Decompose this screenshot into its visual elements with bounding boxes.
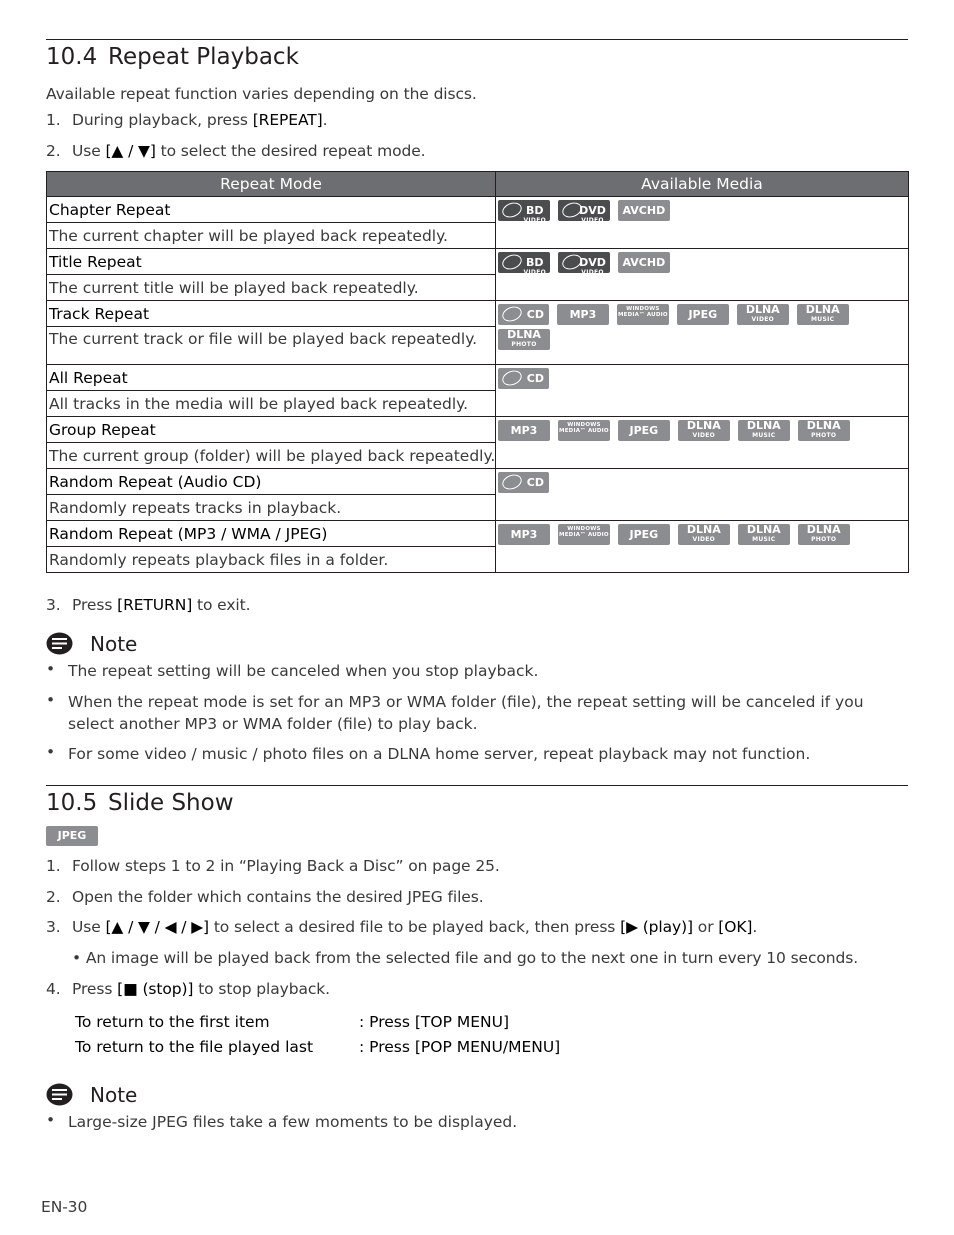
step-text: to select a desired file to be played back, then press xyxy=(209,918,621,936)
step-2 xyxy=(46,142,425,160)
avchd-badge: AVCHD xyxy=(618,200,670,221)
mode-cell: Title Repeat xyxy=(47,249,496,275)
dvd-video-badge: DVD VIDEO xyxy=(558,200,610,221)
disc-icon xyxy=(500,252,524,272)
kv-label: To return to the file played last xyxy=(75,1038,314,1056)
table-row xyxy=(47,521,909,547)
jpeg-badge: JPEG xyxy=(46,826,98,846)
section-heading-10-5 xyxy=(46,790,234,816)
mode-cell: All Repeat xyxy=(47,365,496,391)
step-text: to exit. xyxy=(192,596,251,614)
cd-badge: CD xyxy=(498,304,549,325)
kv-value: : Press [TOP MENU] xyxy=(359,1013,510,1031)
step-text: Follow steps 1 to 2 in “Playing Back a Disc” on page 25. xyxy=(72,857,500,875)
media-cell xyxy=(496,197,909,249)
step-text: to stop playback. xyxy=(193,980,330,998)
step-3 xyxy=(46,918,757,936)
step-number: 2. xyxy=(46,888,61,906)
wma-badge: WINDOWS MEDIA™ AUDIO xyxy=(558,420,610,441)
section-heading-10-4 xyxy=(46,44,299,70)
bd-video-badge: BD VIDEO xyxy=(498,200,550,221)
table-row xyxy=(47,301,909,327)
desc-cell: The current chapter will be played back repeatedly. xyxy=(47,223,496,249)
desc-cell: The current title will be played back repeatedly. xyxy=(47,275,496,301)
intro-text: Available repeat function varies depending on the discs. xyxy=(46,85,477,103)
section-number: 10.5 xyxy=(46,790,98,816)
mp3-badge: MP3 xyxy=(498,420,550,441)
dlna-music-badge: DLNA MUSIC xyxy=(738,524,790,545)
step-text: Open the folder which contains the desired JPEG files. xyxy=(72,888,484,906)
media-cell xyxy=(496,301,909,365)
key-label: [▲ / ▼] xyxy=(105,142,156,160)
table-row xyxy=(47,469,909,495)
section-title: Slide Show xyxy=(108,790,234,816)
desc-cell: Randomly repeats tracks in playback. xyxy=(47,495,496,521)
mode-cell: Random Repeat (Audio CD) xyxy=(47,469,496,495)
media-cell xyxy=(496,249,909,301)
table-header-row xyxy=(47,172,909,197)
note-heading: Note xyxy=(90,632,138,656)
step-text: Press xyxy=(72,980,118,998)
note-text: The repeat setting will be canceled when you stop playback. xyxy=(68,662,539,680)
note-icon xyxy=(46,632,73,655)
step-1 xyxy=(46,857,500,875)
key-label: [▶ (play)] xyxy=(620,918,693,936)
note-text: Large-size JPEG files take a few moments to be displayed. xyxy=(68,1113,518,1131)
note-heading: Note xyxy=(90,1083,138,1107)
section-rule xyxy=(46,785,908,786)
dvd-video-badge: DVD VIDEO xyxy=(558,252,610,273)
step-text: or xyxy=(692,918,719,936)
step-text: Use xyxy=(72,142,106,160)
mp3-badge: MP3 xyxy=(557,304,609,325)
disc-icon xyxy=(500,368,524,388)
header-available-media: Available Media xyxy=(496,172,909,197)
dlna-photo-badge: DLNA PHOTO xyxy=(798,420,850,441)
jpeg-badge: JPEG xyxy=(618,420,670,441)
dlna-video-badge: DLNA VIDEO xyxy=(737,304,789,325)
desc-cell: All tracks in the media will be played back repeatedly. xyxy=(47,391,496,417)
page-number: EN-30 xyxy=(41,1198,88,1216)
mp3-badge: MP3 xyxy=(498,524,550,545)
jpeg-badge: JPEG xyxy=(618,524,670,545)
dlna-photo-badge: DLNA PHOTO xyxy=(498,329,550,350)
desc-cell: The current group (folder) will be played back repeatedly. xyxy=(47,443,496,469)
note-text: When the repeat mode is set for an MP3 or WMA folder (file), the repeat setting will be canceled if you select another MP3 or WMA folder (file) to play back. xyxy=(68,693,864,733)
mode-cell: Track Repeat xyxy=(47,301,496,327)
disc-icon xyxy=(500,472,524,492)
step-4 xyxy=(46,980,330,998)
wma-badge: WINDOWS MEDIA™ AUDIO xyxy=(617,304,669,325)
jpeg-badge: JPEG xyxy=(677,304,729,325)
step-text: to select the desired repeat mode. xyxy=(155,142,426,160)
mode-cell: Group Repeat xyxy=(47,417,496,443)
disc-icon xyxy=(500,200,524,220)
step-number: 3. xyxy=(46,918,61,936)
dlna-video-badge: DLNA VIDEO xyxy=(678,420,730,441)
table-row xyxy=(47,417,909,443)
step-number: 3. xyxy=(46,596,61,614)
mode-cell: Random Repeat (MP3 / WMA / JPEG) xyxy=(47,521,496,547)
kv-label: To return to the first item xyxy=(75,1013,270,1031)
step-number: 2. xyxy=(46,142,61,160)
cd-badge: CD xyxy=(498,368,549,389)
step-number: 4. xyxy=(46,980,61,998)
cd-badge: CD xyxy=(498,472,549,493)
avchd-badge: AVCHD xyxy=(618,252,670,273)
repeat-mode-table xyxy=(46,171,909,573)
step-number: 1. xyxy=(46,857,61,875)
desc-cell: The current track or file will be played back repeatedly. xyxy=(47,327,496,365)
dlna-music-badge: DLNA MUSIC xyxy=(797,304,849,325)
section-rule-top xyxy=(46,39,908,40)
desc-cell: Randomly repeats playback files in a folder. xyxy=(47,547,496,573)
step-text: Use xyxy=(72,918,106,936)
key-label: [■ (stop)] xyxy=(117,980,194,998)
kv-value: : Press [POP MENU/MENU] xyxy=(359,1038,561,1056)
section-number: 10.4 xyxy=(46,44,98,70)
step-1 xyxy=(46,111,327,129)
step-3 xyxy=(46,596,250,614)
step-text: During playback, press xyxy=(72,111,253,129)
disc-icon xyxy=(500,304,524,324)
media-cell xyxy=(496,417,909,469)
section-title: Repeat Playback xyxy=(108,44,299,70)
media-cell xyxy=(496,521,909,573)
table-row xyxy=(47,197,909,223)
key-label: [RETURN] xyxy=(117,596,193,614)
wma-badge: WINDOWS MEDIA™ AUDIO xyxy=(558,524,610,545)
header-repeat-mode: Repeat Mode xyxy=(47,172,496,197)
key-label: [OK] xyxy=(718,918,753,936)
dlna-photo-badge: DLNA PHOTO xyxy=(798,524,850,545)
table-row xyxy=(47,249,909,275)
dlna-video-badge: DLNA VIDEO xyxy=(678,524,730,545)
step-text: . xyxy=(752,918,758,936)
step-2 xyxy=(46,888,484,906)
step-3-subnote: • An image will be played back from the selected file and go to the next one in turn every 10 seconds. xyxy=(72,949,859,967)
note-text: For some video / music / photo files on a DLNA home server, repeat playback may not function. xyxy=(68,745,811,763)
note-icon xyxy=(46,1083,73,1106)
step-number: 1. xyxy=(46,111,61,129)
mode-cell: Chapter Repeat xyxy=(47,197,496,223)
step-text: Press xyxy=(72,596,118,614)
step-text: . xyxy=(322,111,328,129)
media-cell xyxy=(496,469,909,521)
key-label: [▲ / ▼ / ◀ / ▶] xyxy=(105,918,209,936)
bd-video-badge: BD VIDEO xyxy=(498,252,550,273)
dlna-music-badge: DLNA MUSIC xyxy=(738,420,790,441)
table-row xyxy=(47,365,909,391)
key-label: [REPEAT] xyxy=(252,111,323,129)
media-cell xyxy=(496,365,909,417)
